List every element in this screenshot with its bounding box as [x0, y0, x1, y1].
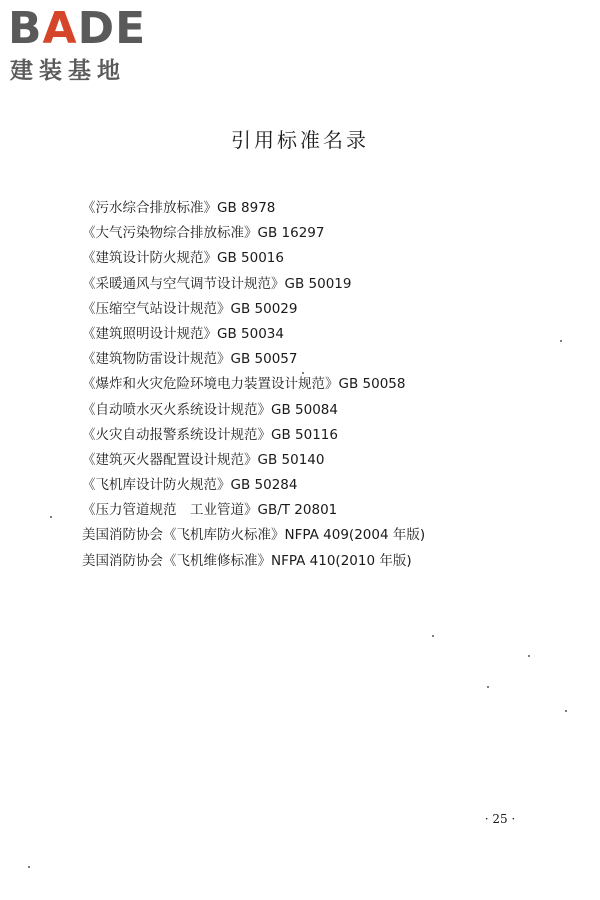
- standard-item: 《大气污染物综合排放标准》GB 16297: [82, 225, 325, 242]
- page-number: · 25 ·: [484, 812, 516, 826]
- logo-wordmark: [8, 4, 146, 54]
- page-title: 引用标准名录: [231, 128, 369, 152]
- standard-item: 《压缩空气站设计规范》GB 50029: [82, 300, 298, 317]
- standard-item: 《建筑物防雷设计规范》GB 50057: [82, 351, 298, 368]
- standard-item: 《采暖通风与空气调节设计规范》GB 50019: [82, 275, 352, 292]
- standard-item: 美国消防协会《飞机库防火标准》NFPA 409(2004 年版): [82, 527, 426, 544]
- scan-speck: [302, 372, 304, 374]
- standards-list: [82, 196, 552, 574]
- logo-subtitle: 建装基地: [10, 58, 126, 84]
- scan-speck: [565, 710, 567, 712]
- standard-item: 《建筑设计防火规范》GB 50016: [82, 250, 284, 267]
- standard-item: 《爆炸和火灾危险环境电力装置设计规范》GB 50058: [82, 376, 406, 393]
- standard-item: 《建筑照明设计规范》GB 50034: [82, 325, 284, 342]
- standard-item: 《建筑灭火器配置设计规范》GB 50140: [82, 451, 325, 468]
- standard-item: 《飞机库设计防火规范》GB 50284: [82, 477, 298, 494]
- scan-speck: [560, 340, 562, 342]
- scan-speck: [50, 516, 52, 518]
- scan-speck: [28, 866, 30, 868]
- standard-item: 《污水综合排放标准》GB 8978: [82, 200, 276, 216]
- standard-item: 《自动喷水灭火系统设计规范》GB 50084: [82, 401, 338, 418]
- standard-item: 《火灾自动报警系统设计规范》GB 50116: [82, 426, 338, 443]
- logo-letter-b: B: [8, 3, 43, 54]
- scan-speck: [487, 686, 489, 688]
- bade-logo: [8, 4, 178, 88]
- scan-speck: [528, 655, 530, 657]
- logo-letter-a: A: [42, 3, 78, 54]
- logo-letters-de: DE: [77, 3, 147, 54]
- standard-item: 美国消防协会《飞机维修标准》NFPA 410(2010 年版): [82, 552, 412, 569]
- standard-item: 《压力管道规范 工业管道》GB/T 20801: [82, 502, 338, 519]
- scan-speck: [432, 635, 434, 637]
